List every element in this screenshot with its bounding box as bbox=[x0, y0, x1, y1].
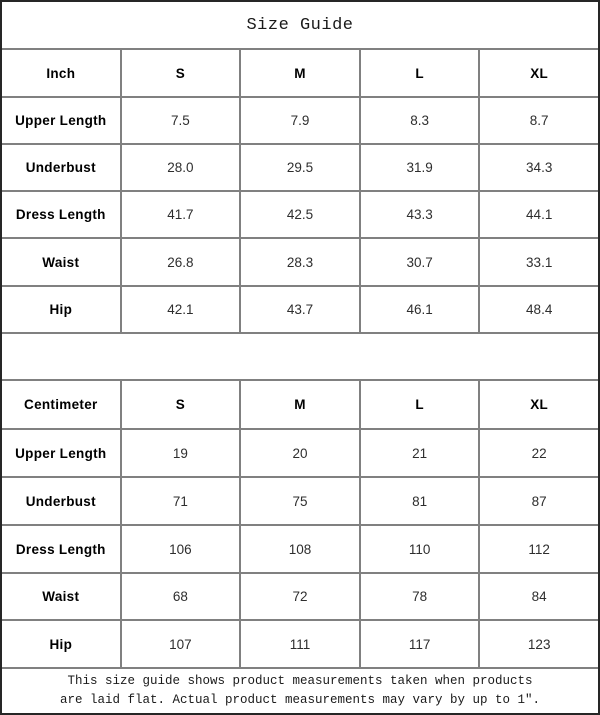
value-cell: 107 bbox=[122, 621, 240, 667]
row-label-cell: Dress Length bbox=[2, 526, 120, 572]
inch-size-header-s: S bbox=[122, 50, 240, 96]
page-title: Size Guide bbox=[2, 2, 598, 48]
value-cell: 108 bbox=[241, 526, 359, 572]
row-label-cell: Underbust bbox=[2, 478, 120, 524]
value-cell: 41.7 bbox=[122, 192, 240, 237]
inch-size-header-m: M bbox=[241, 50, 359, 96]
cm-size-header-m: M bbox=[241, 381, 359, 428]
value-cell: 106 bbox=[122, 526, 240, 572]
value-cell: 68 bbox=[122, 574, 240, 619]
cm-size-header-s: S bbox=[122, 381, 240, 428]
value-cell: 31.9 bbox=[361, 145, 479, 190]
value-cell: 44.1 bbox=[480, 192, 598, 237]
value-cell: 26.8 bbox=[122, 239, 240, 285]
value-cell: 8.3 bbox=[361, 98, 479, 143]
value-cell: 30.7 bbox=[361, 239, 479, 285]
value-cell: 22 bbox=[480, 430, 598, 476]
cm-size-header-xl: XL bbox=[480, 381, 598, 428]
row-label-cell: Dress Length bbox=[2, 192, 120, 237]
value-cell: 112 bbox=[480, 526, 598, 572]
row-label-cell: Waist bbox=[2, 574, 120, 619]
value-cell: 111 bbox=[241, 621, 359, 667]
table-spacer-row bbox=[2, 334, 598, 379]
row-label-cell: Upper Length bbox=[2, 430, 120, 476]
value-cell: 75 bbox=[241, 478, 359, 524]
value-cell: 46.1 bbox=[361, 287, 479, 332]
value-cell: 48.4 bbox=[480, 287, 598, 332]
value-cell: 117 bbox=[361, 621, 479, 667]
value-cell: 7.9 bbox=[241, 98, 359, 143]
row-label-cell: Waist bbox=[2, 239, 120, 285]
inch-unit-header: Inch bbox=[2, 50, 120, 96]
footnote-line-1: This size guide shows product measurements taken when products bbox=[67, 674, 533, 689]
value-cell: 29.5 bbox=[241, 145, 359, 190]
footnote bbox=[2, 669, 598, 713]
value-cell: 87 bbox=[480, 478, 598, 524]
value-cell: 28.0 bbox=[122, 145, 240, 190]
inch-size-header-l: L bbox=[361, 50, 479, 96]
value-cell: 43.3 bbox=[361, 192, 479, 237]
row-label-cell: Upper Length bbox=[2, 98, 120, 143]
value-cell: 123 bbox=[480, 621, 598, 667]
value-cell: 21 bbox=[361, 430, 479, 476]
footnote-line-2: are laid flat. Actual product measurements may vary by up to 1″. bbox=[59, 693, 541, 707]
value-cell: 81 bbox=[361, 478, 479, 524]
value-cell: 28.3 bbox=[241, 239, 359, 285]
value-cell: 71 bbox=[122, 478, 240, 524]
value-cell: 110 bbox=[361, 526, 479, 572]
value-cell: 78 bbox=[361, 574, 479, 619]
row-label-cell: Hip bbox=[2, 287, 120, 332]
inch-size-header-xl: XL bbox=[480, 50, 598, 96]
value-cell: 43.7 bbox=[241, 287, 359, 332]
value-cell: 42.1 bbox=[122, 287, 240, 332]
value-cell: 84 bbox=[480, 574, 598, 619]
value-cell: 20 bbox=[241, 430, 359, 476]
cm-size-header-l: L bbox=[361, 381, 479, 428]
value-cell: 34.3 bbox=[480, 145, 598, 190]
value-cell: 19 bbox=[122, 430, 240, 476]
value-cell: 72 bbox=[241, 574, 359, 619]
row-label-cell: Underbust bbox=[2, 145, 120, 190]
value-cell: 42.5 bbox=[241, 192, 359, 237]
value-cell: 8.7 bbox=[480, 98, 598, 143]
row-label-cell: Hip bbox=[2, 621, 120, 667]
value-cell: 7.5 bbox=[122, 98, 240, 143]
cm-unit-header: Centimeter bbox=[2, 381, 120, 428]
value-cell: 33.1 bbox=[480, 239, 598, 285]
